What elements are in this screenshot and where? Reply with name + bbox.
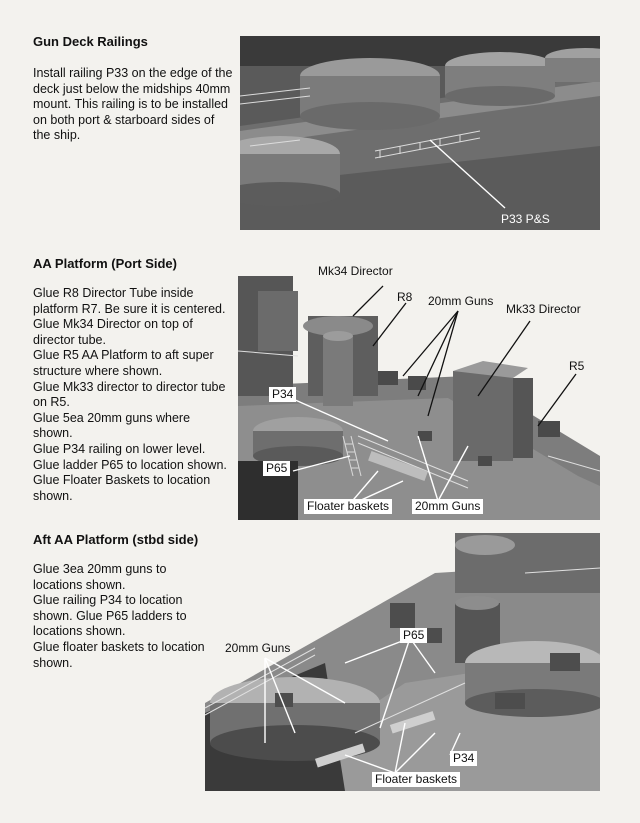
paragraph: Glue R5 AA Platform to aft super structure where shown. [33,348,214,378]
render-aft-aa-platform [205,533,600,791]
paragraph: Install railing P33 on the edge of the deck just below the midships 40mm mount. This railing is to be installed on both port & starboard sides of the ship. [33,66,233,143]
paragraph: Glue P34 railing on lower level. [33,441,206,456]
section-body-aa-platform-port [33,286,233,504]
section-title-aa-platform-port: AA Platform (Port Side) [33,256,177,271]
figure-aa-platform-port [238,256,600,520]
paragraph: Glue railing P34 to location shown. Glue P65 ladders to locations shown. [33,593,187,639]
paragraph: Glue Mk34 Director on top of director tube. [33,317,193,347]
callout-p34: P34 [450,751,477,766]
section-body-gun-deck-railings [33,66,233,144]
render-gun-deck [240,36,600,230]
callout-mk33-director: Mk33 Director [506,302,581,316]
paragraph: Glue Mk33 director to director tube on R5. [33,379,226,410]
callout-p65: P65 [263,461,290,476]
callout-p65: P65 [400,628,427,643]
paragraph: Glue ladder P65 to location shown. [33,457,227,472]
figure-aft-aa-platform-stbd [205,533,600,791]
callout-p33: P33 P&S [501,212,550,226]
paragraph: Glue 3ea 20mm guns to locations shown. [33,562,167,592]
callout-r5: R5 [569,359,585,373]
section-title-aft-aa-platform-stbd: Aft AA Platform (stbd side) [33,532,199,547]
figure-gun-deck-railings [240,36,600,230]
section-body-aft-aa-platform-stbd [33,562,213,671]
paragraph: Glue 5ea 20mm guns where shown. [33,410,191,441]
paragraph: Glue R8 Director Tube inside platform R7. Be sure it is centered. [33,286,226,316]
paragraph: Glue Floater Baskets to location shown. [33,473,211,503]
callout-mk34-director: Mk34 Director [318,264,393,278]
section-title-gun-deck-railings: Gun Deck Railings [33,34,148,49]
callout-floater-baskets: Floater baskets [372,772,460,787]
callout-20mm-guns: 20mm Guns [225,641,291,655]
paragraph: Glue floater baskets to location shown. [33,639,205,670]
callout-20mm-guns-upper: 20mm Guns [428,294,494,308]
callout-floater-baskets: Floater baskets [304,499,392,514]
callout-p34: P34 [269,387,296,402]
callout-r8: R8 [397,290,413,304]
callout-20mm-guns-lower: 20mm Guns [412,499,483,514]
